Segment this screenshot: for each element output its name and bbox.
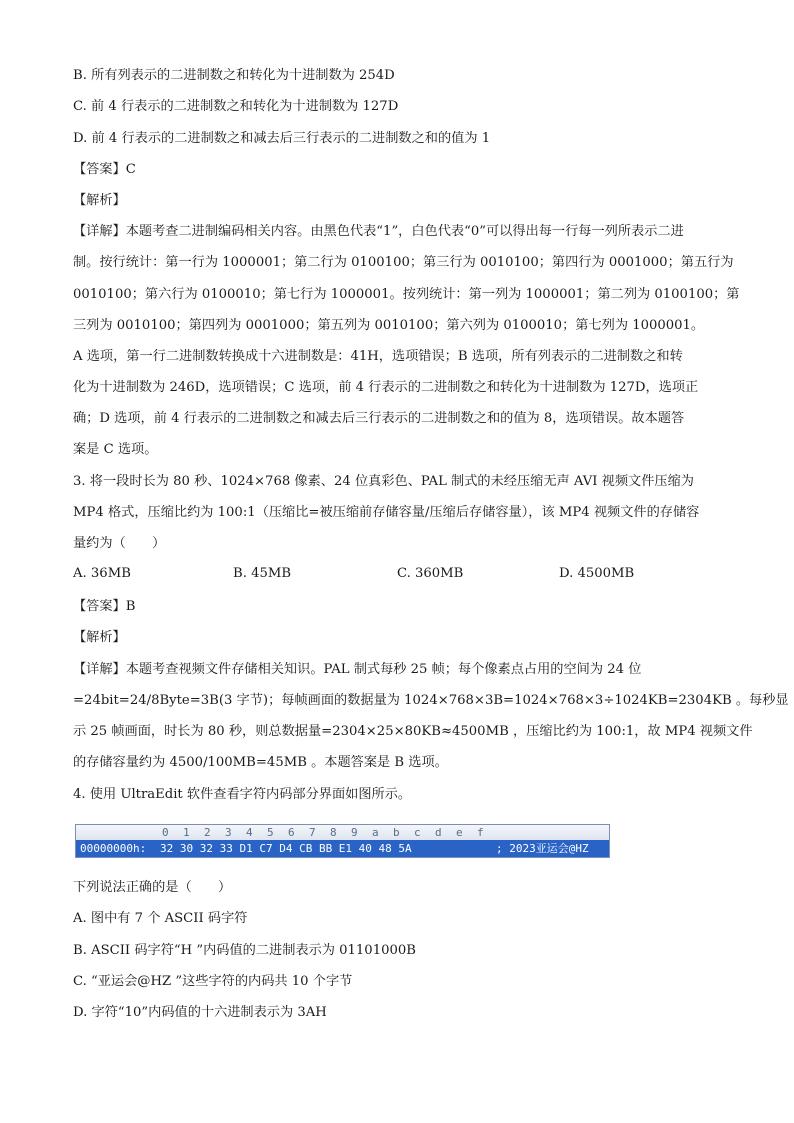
hex-bytes: 32 30 32 33 D1 C7 D4 CB BB E1 40 48 5A (160, 842, 412, 855)
hex-col-0: 0 (162, 826, 169, 839)
q2-option-b: B. 所有列表示的二进制数之和转化为十进制数为 254D (73, 68, 395, 83)
q3-detail-line-1: 【详解】本题考查视频文件存储相关知识。PAL 制式每秒 25 帧；每个像素点占用的空间为 24 位 (73, 662, 642, 677)
q2-answer: 【答案】C (73, 162, 136, 177)
q2-detail-line-7: 确；D 选项，前 4 行表示的二进制数之和减去后三行表示的二进制数之和的值为 8，选项错误。故本题答 (73, 411, 685, 426)
hex-col-4: 4 (246, 826, 253, 839)
q4-stem: 4. 使用 UltraEdit 软件查看字符内码部分界面如图所示。 (73, 787, 412, 802)
q4-question: 下列说法正确的是（ ） (73, 880, 232, 895)
hex-col-d: d (435, 826, 442, 839)
q2-option-c: C. 前 4 行表示的二进制数之和转化为十进制数为 127D (73, 99, 399, 114)
q3-option-c: C. 360MB (397, 566, 464, 581)
q4-option-d: D. 字符“10”内码值的十六进制表示为 3AH (73, 1005, 327, 1020)
hex-data-row[interactable] (76, 840, 609, 857)
hex-col-2: 2 (204, 826, 211, 839)
q3-stem-line-3: 量约为（ ） (73, 536, 166, 551)
q4-option-b: B. ASCII 码字符“H ”内码值的二进制表示为 01101000B (73, 943, 416, 958)
q3-answer: 【答案】B (73, 599, 136, 614)
q2-analysis-label: 【解析】 (73, 193, 126, 208)
q3-option-b: B. 45MB (233, 566, 292, 581)
q2-detail-line-4: 三列为 0010100；第四列为 0001000；第五列为 0010100；第六列为 0100010；第七列为 1000001。 (73, 318, 705, 333)
hex-address: 00000000h: (80, 842, 147, 855)
q3-option-d: D. 4500MB (559, 566, 635, 581)
q2-detail-line-3: 0010100；第六行为 0100010；第七行为 1000001。按列统计：第一列为 1000001；第二列为 0100100；第 (73, 287, 740, 302)
hex-col-1: 1 (183, 826, 190, 839)
hex-col-9: 9 (351, 826, 358, 839)
q2-detail-line-1: 【详解】本题考查二进制编码相关内容。由黑色代表“1”，白色代表“0”可以得出每一行每一列所表示二进 (73, 224, 684, 239)
q3-detail-line-3: 示 25 帧画面，时长为 80 秒，则总数据量=2304×25×80KB≈4500MB ，压缩比约为 100:1，故 MP4 视频文件 (73, 724, 753, 739)
q2-detail-line-6: 化为十进制数为 246D，选项错误；C 选项，前 4 行表示的二进制数之和转化为十进制数为 127D，选项正 (73, 380, 699, 395)
hex-col-f: f (477, 826, 484, 839)
hex-col-3: 3 (225, 826, 232, 839)
hex-col-a: a (372, 826, 379, 839)
hex-col-6: 6 (288, 826, 295, 839)
q3-detail-line-4: 的存储容量约为 4500/100MB=45MB 。本题答案是 B 选项。 (73, 755, 448, 770)
hex-col-5: 5 (267, 826, 274, 839)
hex-col-b: b (393, 826, 400, 839)
q4-option-c: C. “亚运会@HZ ”这些字符的内码共 10 个字节 (73, 974, 353, 989)
q2-detail-line-5: A 选项，第一行二进制数转换成十六进制数是：41H，选项错误；B 选项，所有列表示的二进制数之和转 (73, 349, 683, 364)
q2-option-d: D. 前 4 行表示的二进制数之和减去后三行表示的二进制数之和的值为 1 (73, 131, 491, 146)
hex-column-header (76, 825, 609, 841)
q3-options (73, 566, 733, 586)
q3-detail-line-2: =24bit=24/8Byte=3B(3 字节)；每帧画面的数据量为 1024×768×3B=1024×768×3÷1024KB=2304KB 。每秒显 (73, 693, 789, 708)
q3-option-a: A. 36MB (73, 566, 131, 581)
q2-detail-line-8: 案是 C 选项。 (73, 442, 158, 457)
q3-stem-line-2: MP4 格式，压缩比约为 100:1（压缩比=被压缩前存储容量/压缩后存储容量），该 MP4 视频文件的存储容 (73, 505, 700, 520)
q3-stem-line-1: 3. 将一段时长为 80 秒、1024×768 像素、24 位真彩色、PAL 制式的未经压缩无声 AVI 视频文件压缩为 (73, 474, 694, 489)
q3-analysis-label: 【解析】 (73, 630, 126, 645)
hex-text: ; 2023亚运会@HZ (496, 842, 589, 855)
hex-col-c: c (414, 826, 421, 839)
q2-detail-line-2: 制。按行统计：第一行为 1000001；第二行为 0100100；第三行为 0010100；第四行为 0001000；第五行为 (73, 255, 734, 270)
q4-option-a: A. 图中有 7 个 ASCII 码字符 (73, 911, 248, 926)
ultraedit-hex-view (75, 824, 610, 858)
hex-col-e: e (456, 826, 463, 839)
hex-col-7: 7 (309, 826, 316, 839)
hex-col-8: 8 (330, 826, 337, 839)
